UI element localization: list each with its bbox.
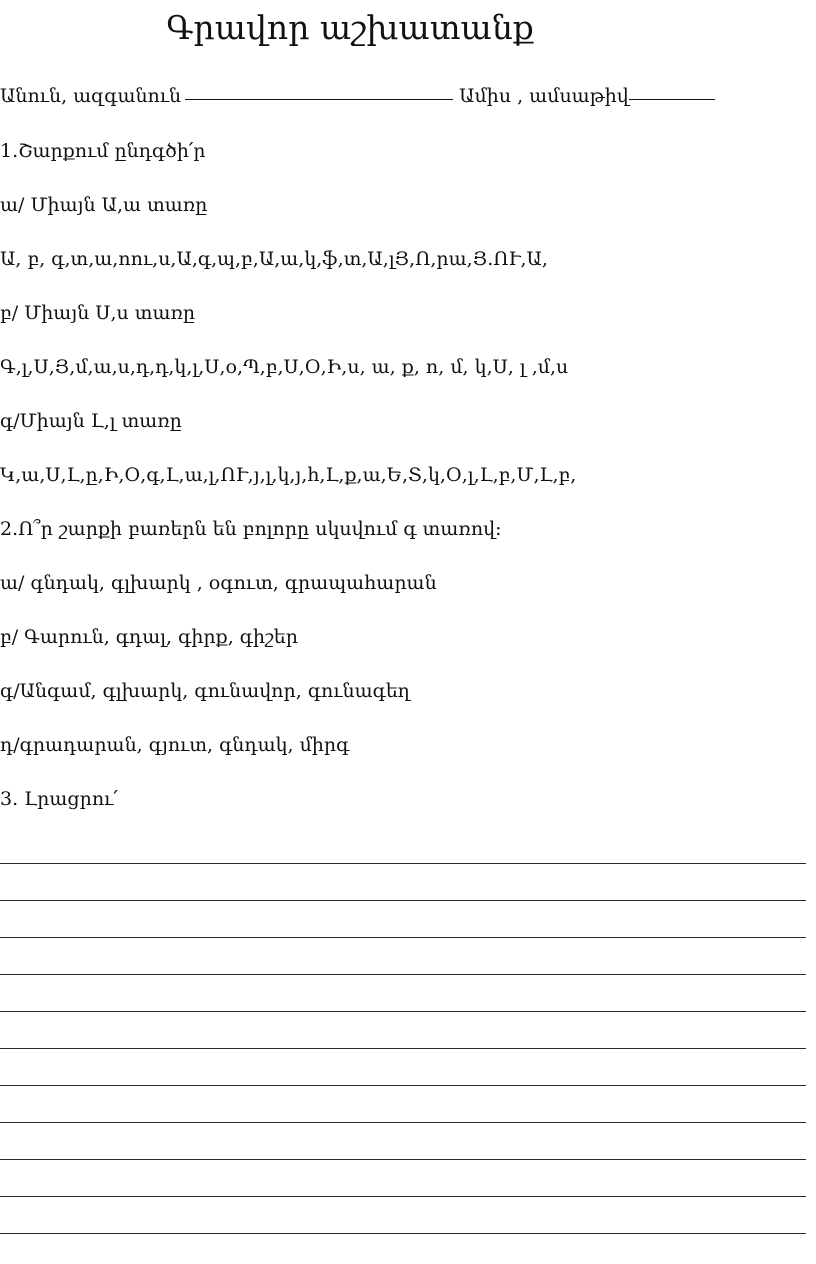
answer-line[interactable] (0, 1048, 806, 1049)
task-2-option-b: բ/ Գարուն, գդալ, գիրք, գիշեր (0, 626, 298, 648)
answer-line[interactable] (0, 863, 806, 864)
task-3-heading: 3. Լրացրու՛ (0, 788, 118, 810)
task-1b-letters: Գ,լ,Ս,Յ,մ,ա,ս,դ,դ,կ,լ,Ս,օ,Պ,բ,Ս,Օ,Ի,ս, ա, ք, ո, մ, կ,Ս, լ ,մ,ս (0, 356, 569, 378)
answer-line[interactable] (0, 974, 806, 975)
name-label: Անուն, ազգանուն (0, 85, 182, 107)
task-1c-label: գ/Միայն Լ,լ տառը (0, 410, 182, 432)
answer-line[interactable] (0, 1196, 806, 1197)
answer-line[interactable] (0, 1122, 806, 1123)
answer-line[interactable] (0, 1233, 806, 1234)
task-1b-label: բ/ Միայն Ս,ս տառը (0, 302, 196, 324)
header-row (0, 83, 715, 109)
task-1c-letters: Կ,ա,Ս,Լ,ը,Ի,Օ,գ,Լ,ա,լ,ՈՒ,յ,լ,կ,յ,հ,Լ,ք,ա,Ե,Տ,կ,Օ,լ,Լ,բ,Մ,Լ,բ, (0, 464, 577, 486)
answer-line[interactable] (0, 1011, 806, 1012)
answer-line[interactable] (0, 1159, 806, 1160)
task-2-option-d: դ/գրադարան, գյուտ, գնդակ, միրգ (0, 734, 350, 756)
answer-line[interactable] (0, 937, 806, 938)
task-2-heading: 2.Ո՞ր շարքի բառերն են բոլորը սկսվում գ տառով: (0, 518, 502, 540)
task-1a-letters: Ա, բ, գ,տ,ա,ոու,ս,Ա,գ,պ,բ,Ա,ա,կ,ֆ,տ,Ա,լՅ,Ո,րա,Յ.ՈՒ,Ա, (0, 248, 548, 270)
worksheet-title: Գրավոր աշխատանք (166, 8, 534, 47)
answer-line[interactable] (0, 1085, 806, 1086)
task-1-heading: 1.Շարքում ընդգծի՛ր (0, 140, 206, 162)
date-label: Ամիս , ամսաթիվ (459, 85, 629, 107)
task-2-option-a: ա/ գնդակ, գլխարկ , օգուտ, գրապահարան (0, 572, 437, 594)
task-1a-label: ա/ Միայն Ա,ա տառը (0, 194, 208, 216)
date-blank-field[interactable] (629, 98, 715, 100)
name-blank-field[interactable] (185, 98, 453, 100)
answer-line[interactable] (0, 900, 806, 901)
task-2-option-c: գ/Անգամ, գլխարկ, գունավոր, գունագեղ (0, 680, 410, 702)
